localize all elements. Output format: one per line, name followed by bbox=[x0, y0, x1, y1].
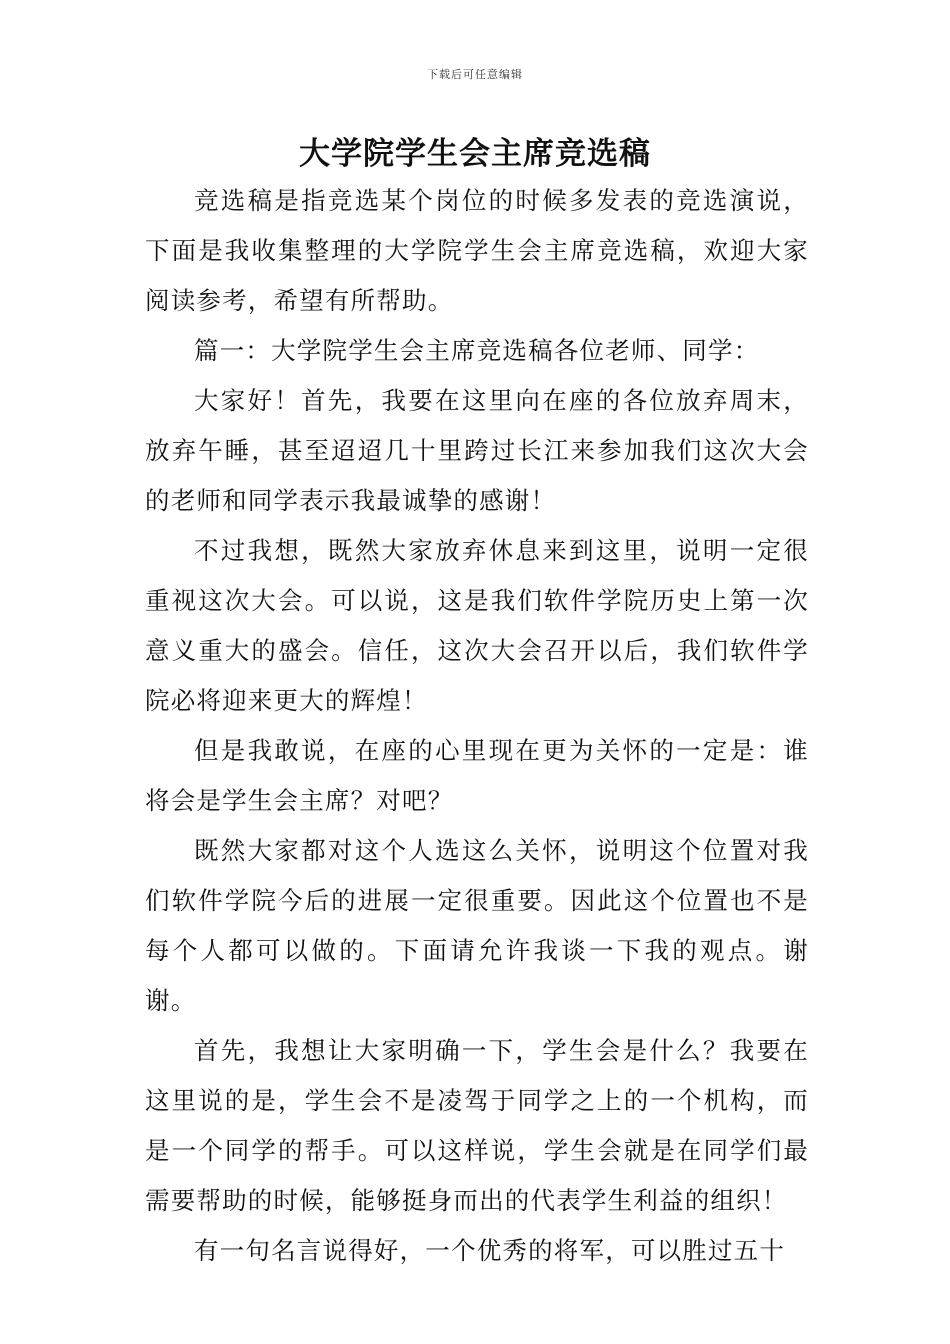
document-body bbox=[145, 176, 809, 1276]
header-note: 下载后可任意编辑 bbox=[427, 68, 523, 81]
paragraph-heading: 篇一：大学院学生会主席竞选稿各位老师、同学： bbox=[194, 336, 760, 365]
paragraph: 有一句名言说得好，一个优秀的将军，可以胜过五十 bbox=[194, 1236, 786, 1265]
paragraph: 首先，我想让大家明确一下，学生会是什么？我要在这里说的是，学生会不是凌驾于同学之上的一个机构，而是一个同学的帮手。可以这样说，学生会就是在同学们最需要帮助的时候，能够挺身而出的代表学生利益的组织！ bbox=[145, 1036, 809, 1215]
paragraph: 大家好！首先，我要在这里向在座的各位放弃周末，放弃午睡，甚至迢迢几十里跨过长江来参加我们这次大会的老师和同学表示我最诚挚的感谢！ bbox=[145, 386, 809, 515]
paragraph: 不过我想，既然大家放弃休息来到这里，说明一定很重视这次大会。可以说，这是我们软件学院历史上第一次意义重大的盛会。信任，这次大会召开以后，我们软件学院必将迎来更大的辉煌！ bbox=[145, 536, 809, 715]
paragraph: 但是我敢说，在座的心里现在更为关怀的一定是：谁将会是学生会主席？对吧？ bbox=[145, 736, 809, 815]
document-title: 大学院学生会主席竞选稿 bbox=[299, 136, 651, 172]
paragraph: 既然大家都对这个人选这么关怀，说明这个位置对我们软件学院今后的进展一定很重要。因此这个位置也不是每个人都可以做的。下面请允许我谈一下我的观点。谢谢。 bbox=[145, 836, 809, 1015]
paragraph-intro: 竞选稿是指竞选某个岗位的时候多发表的竞选演说，下面是我收集整理的大学院学生会主席竞选稿，欢迎大家阅读参考，希望有所帮助。 bbox=[145, 186, 809, 315]
